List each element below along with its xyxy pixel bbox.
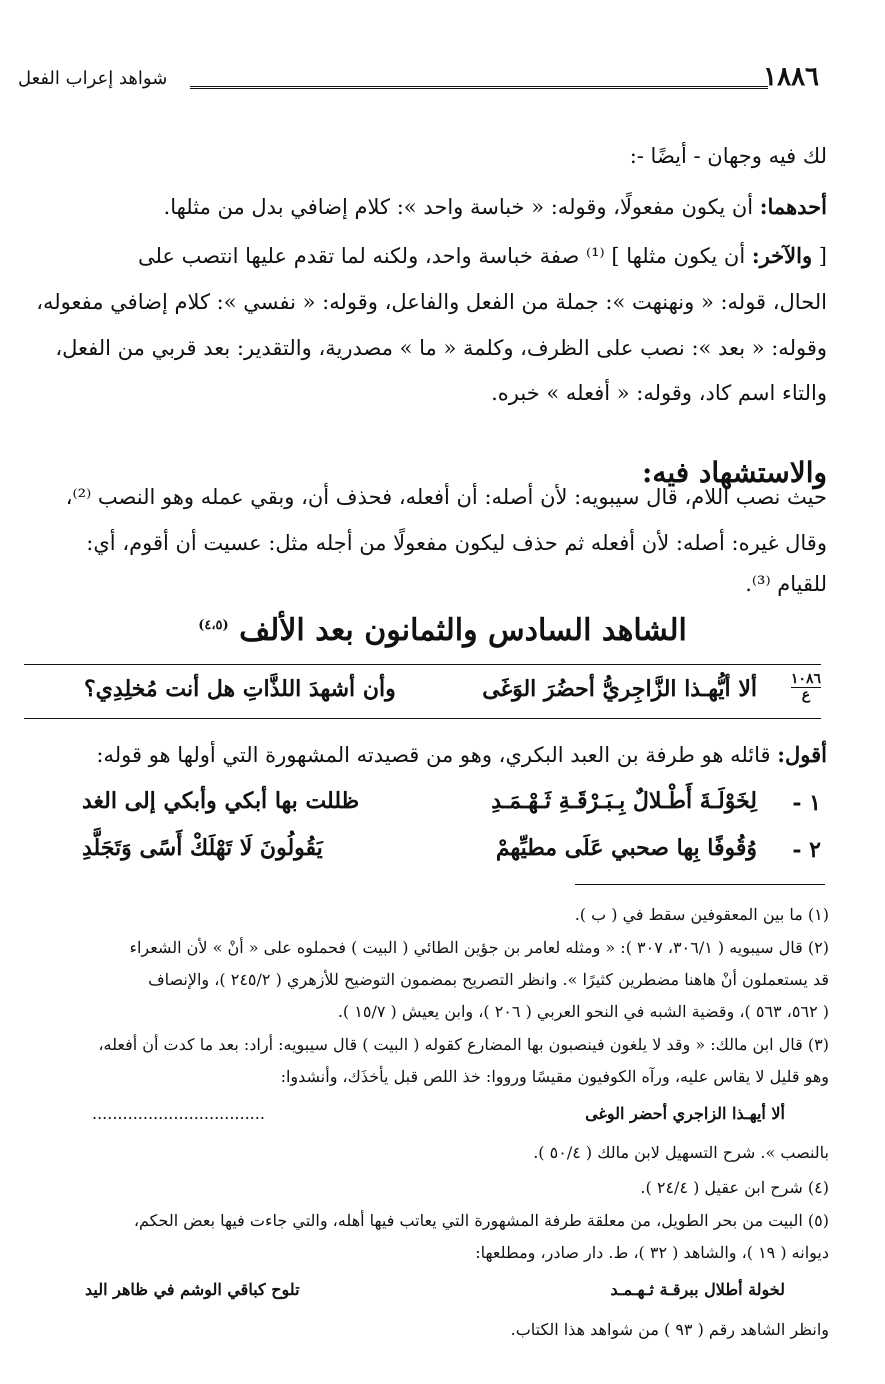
footnote-4: (٤) شرح ابن عقيل ( ٢٤/٤ ). xyxy=(640,1178,829,1197)
body-line-7: حيث نصب اللام، قال سيبويه: لأن أصله: أن أفعله، فحذف أن، وبقي عمله وهو النصب ⁽²⁾، xyxy=(65,485,827,509)
verse-1-first: لِخَوْلَـةَ أَطْـلالٌ بِـبَـرْقَـةِ ثَـهْـمَـدِ xyxy=(491,788,757,814)
commentary-intro-label: أقول: xyxy=(777,742,827,767)
body-line-3-text: أن يكون مثلها ] ⁽¹⁾ صفة خباسة واحد، ولكنه لما تقدم عليها انتصب على xyxy=(137,244,752,268)
section-heading: والاستشهاد فيه: xyxy=(642,456,827,489)
shahid-title: الشاهد السادس والثمانون بعد الألف xyxy=(239,613,687,648)
verse-rule-bottom xyxy=(24,718,821,719)
term-second: والآخر: xyxy=(751,243,813,268)
footnote-3-dots: .................................. xyxy=(92,1104,265,1123)
footnote-2-line-2: قد يستعملون أنْ هاهنا مضطرين كثيرًا ». وانظر التصريح بمضمون التوضيح للأزهري ( ٢٤٥/٢ )، والإنصاف xyxy=(148,970,829,989)
verse-rule-top xyxy=(24,664,821,665)
page-number: ١٨٨٦ xyxy=(763,62,819,92)
shahid-hemistich-2: وأن أشهدَ اللذَّاتِ هل أنت مُخلِدِي؟ xyxy=(84,676,396,702)
verse-2-first: وُقُوفًا بِها صحبي عَلَى مطيِّهمْ xyxy=(495,835,757,861)
body-line-9: للقيام ⁽³⁾. xyxy=(745,572,827,596)
verse-1-number: ١ - xyxy=(792,790,821,816)
commentary-intro xyxy=(22,744,827,766)
footnote-rule xyxy=(575,884,825,885)
body-line-1: لك فيه وجهان - أيضًا -: xyxy=(629,144,827,168)
footnote-2-line-1: (٢) قال سيبويه ( ٣٠٦/١، ٣٠٧ ): « ومثله لعامر بن جؤين الطائي ( البيت ) فحملوه على « أنْ » لأن الشعراء xyxy=(129,938,829,957)
header-rule xyxy=(190,86,768,92)
body-line-2-text: أن يكون مفعولًا، وقوله: « خباسة واحد »: كلام إضافي بدل من مثلها. xyxy=(163,195,760,219)
term-first: أحدهما: xyxy=(759,194,827,219)
body-line-8: وقال غيره: أصله: لأن أفعله ثم حذف ليكون مفعولًا من أجله مثل: عسيت أن أقوم، أي: xyxy=(86,531,827,555)
running-title: شواهد إعراب الفعل xyxy=(18,68,168,89)
shahid-number xyxy=(791,672,821,704)
verse-2-second: يَقُولُونَ لَا تَهْلَكْ أَسًى وَتَجَلَّدِ xyxy=(82,835,323,861)
footnote-3-line-2: وهو قليل لا يقاس عليه، ورآه الكوفيون مقيسًا ورووا: خذ اللص قبل يأخذَك، وأنشدوا: xyxy=(280,1067,829,1086)
body-line-6: والتاء اسم كاد، وقوله: « أفعله » خبره. xyxy=(491,381,827,405)
commentary-intro-text: قائله هو طرفة بن العبد البكري، وهو من قصيدته المشهورة التي أولها هو قوله: xyxy=(96,743,778,767)
body-line-5: وقوله: « بعد »: نصب على الظرف، وكلمة « ما » مصدرية، والتقدير: بعد قربي من الفعل، xyxy=(55,336,827,360)
shahid-title-refs: (٤،٥) xyxy=(198,618,229,633)
footnote-5-line-1: (٥) البيت من بحر الطويل، من معلقة طرفة المشهورة التي يعاتب فيها أهله، والتي جاءت فيها بعض الحكم، xyxy=(133,1211,829,1230)
footnote-3-line-3: بالنصب ». شرح التسهيل لابن مالك ( ٥٠/٤ ). xyxy=(533,1143,829,1162)
body-line-2 xyxy=(22,196,827,218)
footnote-1: (١) ما بين المعقوفين سقط في ( ب ). xyxy=(574,905,829,924)
verse-2-number: ٢ - xyxy=(792,837,821,863)
footnote-5-line-3: وانظر الشاهد رقم ( ٩٣ ) من شواهد هذا الكتاب. xyxy=(510,1320,829,1339)
bracket-open: [ xyxy=(812,244,827,268)
shahid-hemistich-1: ألا أيُّهـذا الزَّاجِريُّ أحضُرَ الوَغَى xyxy=(482,676,757,702)
shahid-number-sub: ع xyxy=(791,687,821,703)
shahid-heading xyxy=(0,613,885,648)
footnote-5-verse-second: تلوح كباقي الوشم في ظاهر اليد xyxy=(85,1280,300,1299)
footnote-5-line-2: ديوانه ( ١٩ )، والشاهد ( ٣٢ )، ط. دار صادر، ومطلعها: xyxy=(475,1243,829,1262)
body-line-3 xyxy=(22,245,827,267)
footnote-3-line-1: (٣) قال ابن مالك: « وقد لا يلغون فينصبون بها المضارع كقوله ( البيت ) قال سيبويه: أراد: بعد ما كدت أن أفعله، xyxy=(98,1035,829,1054)
footnote-5-verse-first: لخولة أطلال ببرقـة ثـهـمـد xyxy=(610,1280,785,1299)
body-line-4: الحال، قوله: « ونهنهت »: جملة من الفعل والفاعل، وقوله: « نفسي »: كلام إضافي مفعوله، xyxy=(36,290,827,314)
footnote-3-verse: ألا أيهـذا الزاجري أحضر الوغى xyxy=(585,1104,785,1123)
shahid-number-value: ١٠٨٦ xyxy=(790,671,821,687)
verse-1-second: ظللت بها أبكي وأبكي إلى الغد xyxy=(82,788,360,814)
footnote-2-line-3: ( ٥٦٢، ٥٦٣ )، وقضية الشبه في النحو العربي ( ٢٠٦ )، وابن يعيش ( ١٥/٧ ). xyxy=(337,1002,829,1021)
